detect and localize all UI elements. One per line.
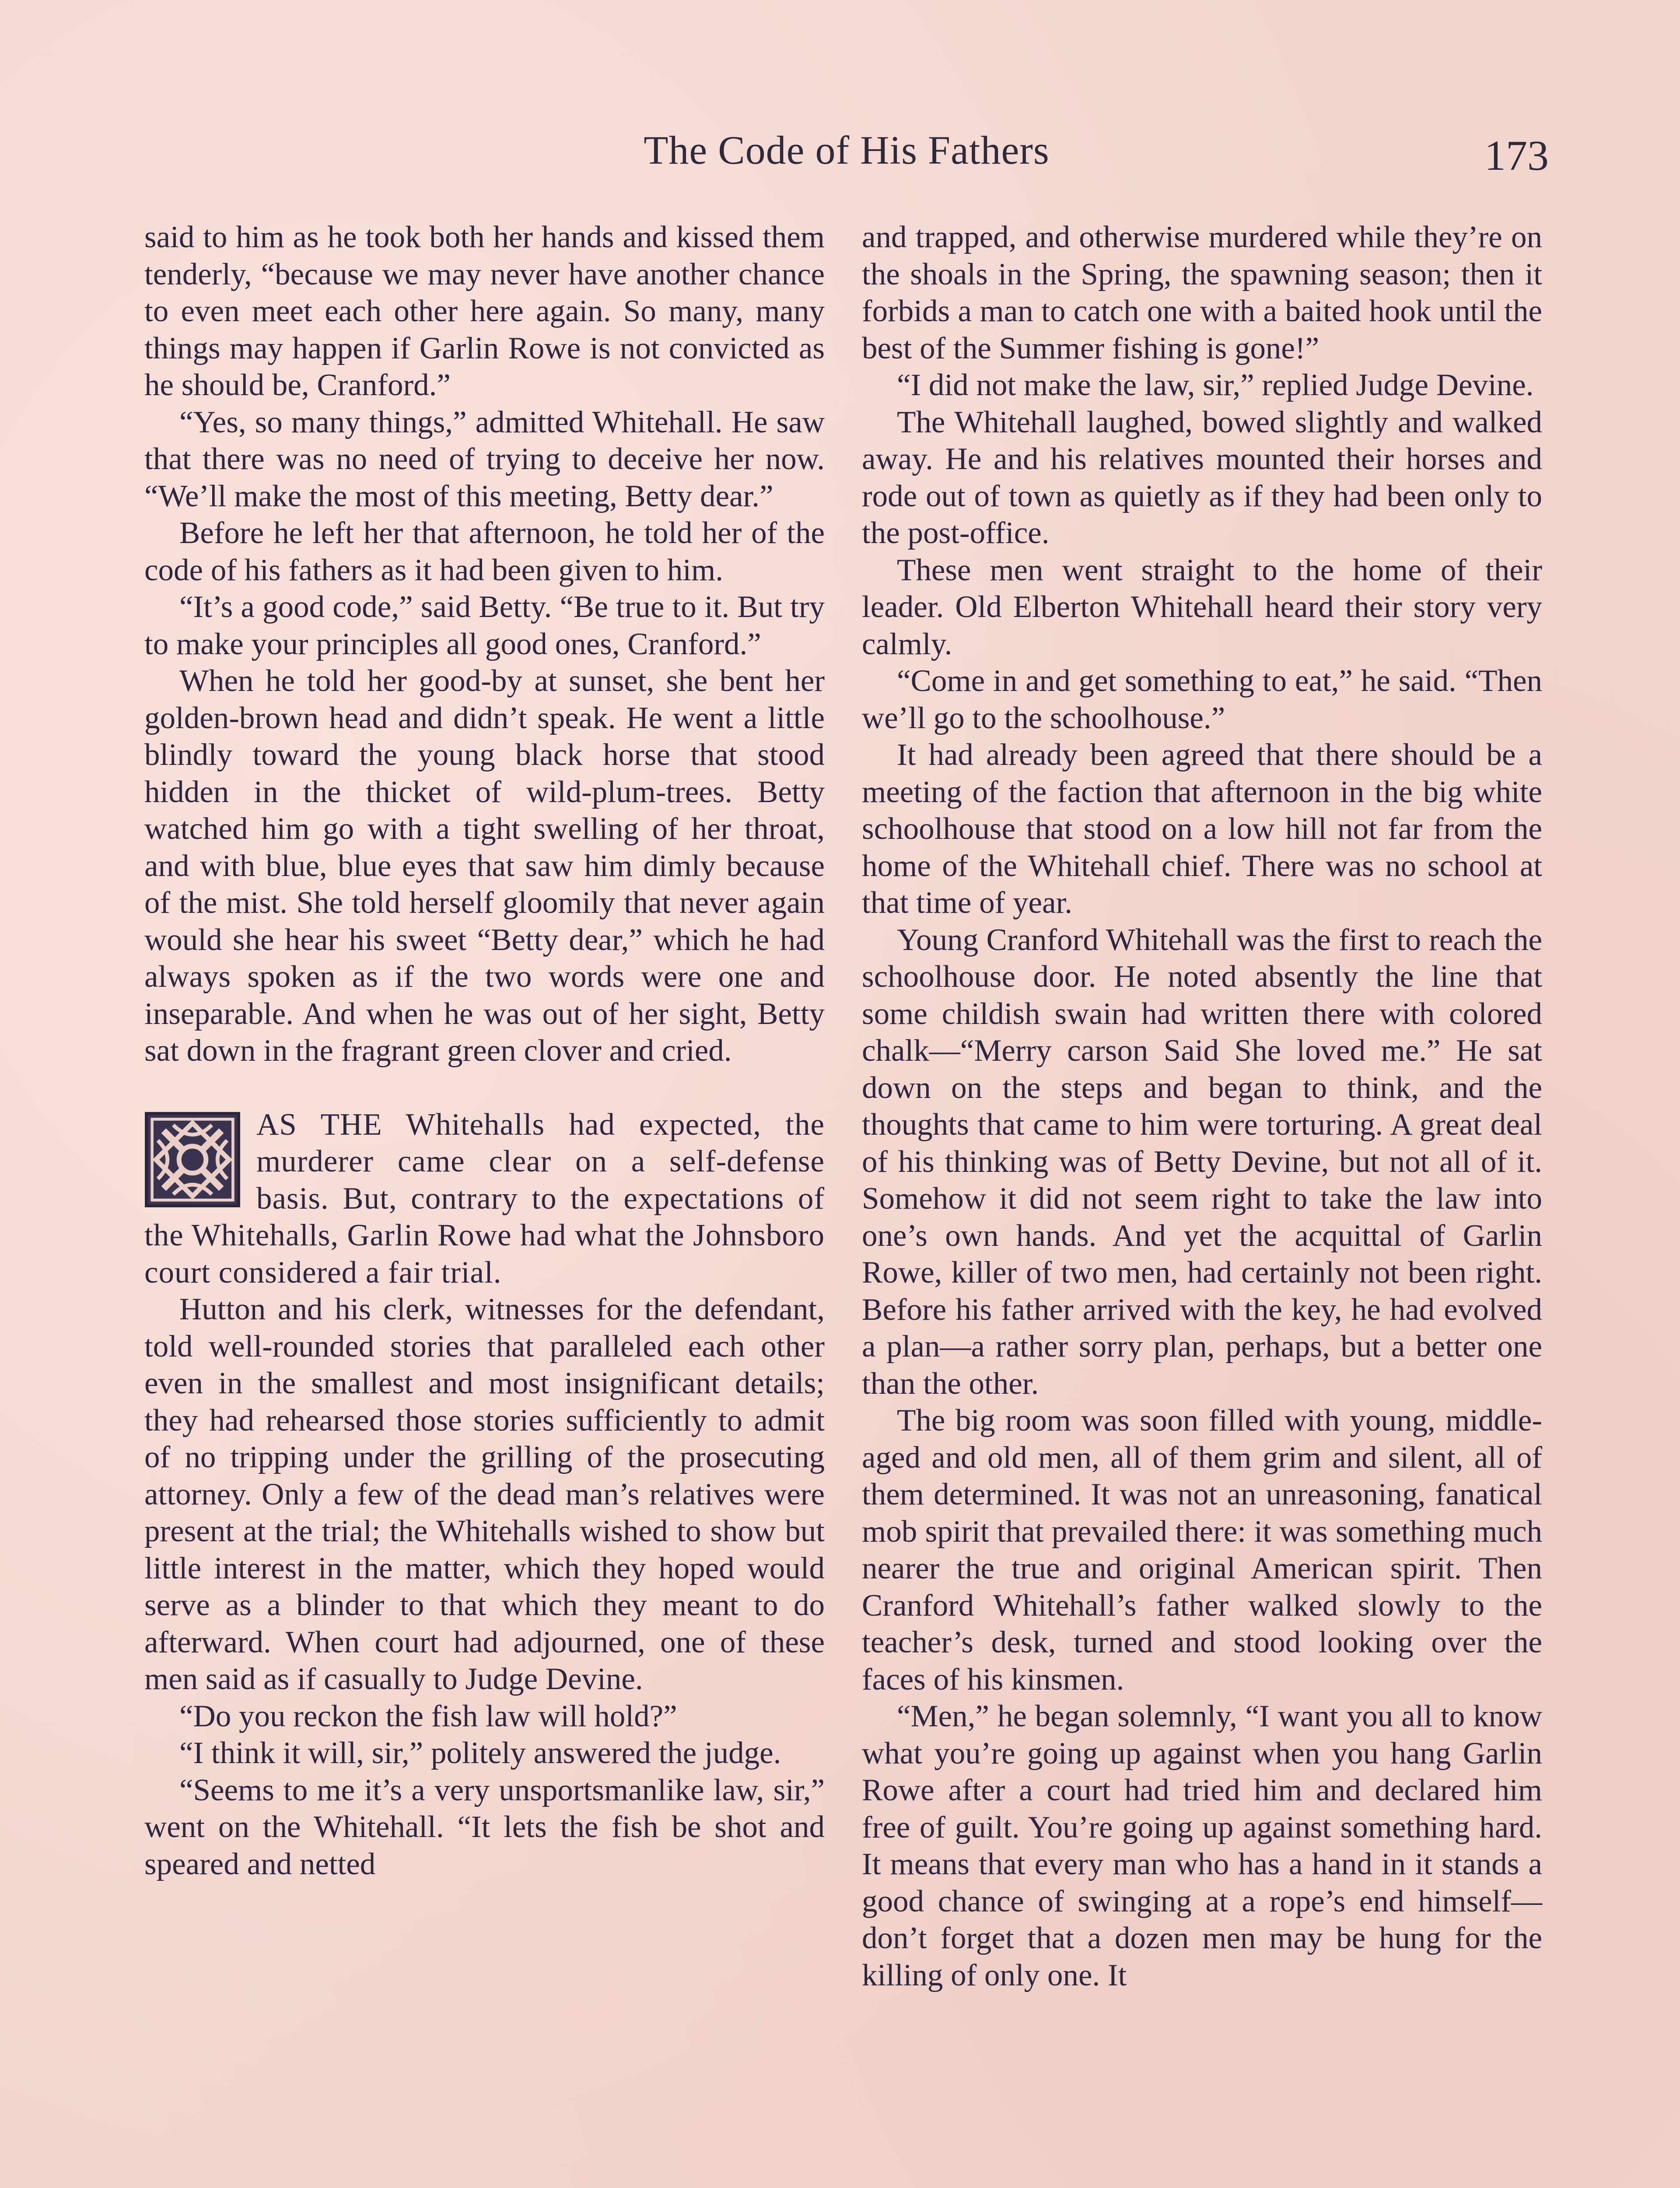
paragraph: Hutton and his clerk, witnesses for the defendant, told well-rounded stories that paralleled each other even in the smallest and most insignificant details; they had rehearsed those stories sufficiently to admit of no tripping under the grilling of the prosecuting attorney. Only a few of the dead man’s relatives were present at the trial; the Whitehalls wished to show but little interest in the matter, which they hoped would serve as a blinder to that which they meant to do afterward. When court had adjourned, one of these men said as if casually to Judge Devine. bbox=[144, 1292, 825, 1696]
celtic-knot-ornament-icon bbox=[144, 1112, 241, 1208]
paragraph: The big room was soon filled with young, middle-aged and old men, all of them grim and silent, all of them determined. It was not an unreasoning, fanatical mob spirit that prevailed there: it was something much nearer the true and original American spirit. Then Cranford Whitehall’s father walked slowly to the teacher’s desk, turned and stood looking over the faces of his kinsmen. bbox=[862, 1403, 1542, 1697]
paragraph: “Men,” he began solemnly, “I want you all to know what you’re going up against when you hang Garlin Rowe after a court had tried him and declared him free of guilt. You’re going up against something hard. It means that every man who has a hand in it stands a good chance of swinging at a rope’s end himself—don’t forget that a dozen men may be hung for the killing of only one. It bbox=[862, 1699, 1542, 1992]
page-number: 173 bbox=[1484, 132, 1549, 179]
paragraph: When he told her good-by at sunset, she bent her golden-brown head and didn’t speak. He went a little blindly toward the young black horse that stood hidden in the thicket of wild-plum-trees. Betty watched him go with a tight swelling of her throat, and with blue, blue eyes that saw him dimly because of the mist. She told herself gloomily that never again would she hear his sweet “Betty dear,” which he had always spoken as if the two words were one and inseparable. And when he was out of her sight, Betty sat down in the fragrant green clover and cried. bbox=[144, 664, 825, 1068]
paragraph: said to him as he took both her hands and kissed them tenderly, “because we may never have another chance to even meet each other here again. So many, many things may happen if Garlin Rowe is not convicted as he should be, Cranford.” bbox=[144, 220, 825, 402]
paragraph: “It’s a good code,” said Betty. “Be true to it. But try to make your principles all good ones, Cranford.” bbox=[144, 590, 825, 661]
paragraph: The Whitehall laughed, bowed slightly and walked away. He and his relatives mounted their horses and rode out of town as quietly as if they had been only to the post-office. bbox=[862, 405, 1542, 550]
paragraph: “Come in and get something to eat,” he said. “Then we’ll go to the schoolhouse.” bbox=[862, 664, 1542, 735]
paragraph: “I did not make the law, sir,” replied Judge Devine. bbox=[897, 368, 1534, 402]
paragraph: It had already been agreed that there should be a meeting of the faction that afternoon in the big white schoolhouse that stood on a low hill not far from the home of the Whitehall chief. There was no school at that time of year. bbox=[862, 738, 1542, 920]
paragraph: “Yes, so many things,” admitted Whitehall. He saw that there was no need of trying to deceive her now. “We’ll make the most of this meeting, Betty dear.” bbox=[144, 405, 825, 513]
right-column bbox=[862, 219, 1542, 1994]
section-opening-paragraph: AS THE Whitehalls had expected, the murderer came clear on a self-defense basis. But, contrary to the expectations of the Whitehalls, Garlin Rowe had what the Johnsboro court considered a fair trial. bbox=[144, 1107, 825, 1290]
running-title: The Code of His Fathers bbox=[644, 128, 1050, 172]
paragraph: “Do you reckon the fish law will hold?” bbox=[179, 1699, 677, 1733]
paragraph: and trapped, and otherwise murdered while they’re on the shoals in the Spring, the spawning season; then it forbids a man to catch one with a baited hook until the best of the Summer fishing is gone!” bbox=[862, 220, 1542, 365]
paragraph: Young Cranford Whitehall was the first to reach the schoolhouse door. He noted absently the line that some childish swain had written there with colored chalk—“Merry carson Said She loved me.” He sat down on the steps and began to think, and the thoughts that came to him were torturing. A great deal of his thinking was of Betty Devine, but not all of it. Somehow it did not seem right to take the law into one’s own hands. And yet the acquittal of Garlin Rowe, killer of two men, had certainly not been right. Before his father arrived with the key, he had evolved a plan—a rather sorry plan, perhaps, but a better one than the other. bbox=[862, 922, 1542, 1401]
paragraph: “Seems to me it’s a very unsportsmanlike law, sir,” went on the Whitehall. “It lets the fish be shot and speared and netted bbox=[144, 1773, 825, 1881]
section-break bbox=[144, 1069, 825, 1106]
paragraph: “I think it will, sir,” politely answered the judge. bbox=[179, 1736, 781, 1770]
left-column bbox=[144, 219, 825, 1883]
paragraph: Before he left her that afternoon, he told her of the code of his fathers as it had been given to him. bbox=[144, 516, 825, 587]
paragraph: These men went straight to the home of their leader. Old Elberton Whitehall heard their story very calmly. bbox=[862, 553, 1542, 661]
page-header bbox=[144, 127, 1549, 197]
